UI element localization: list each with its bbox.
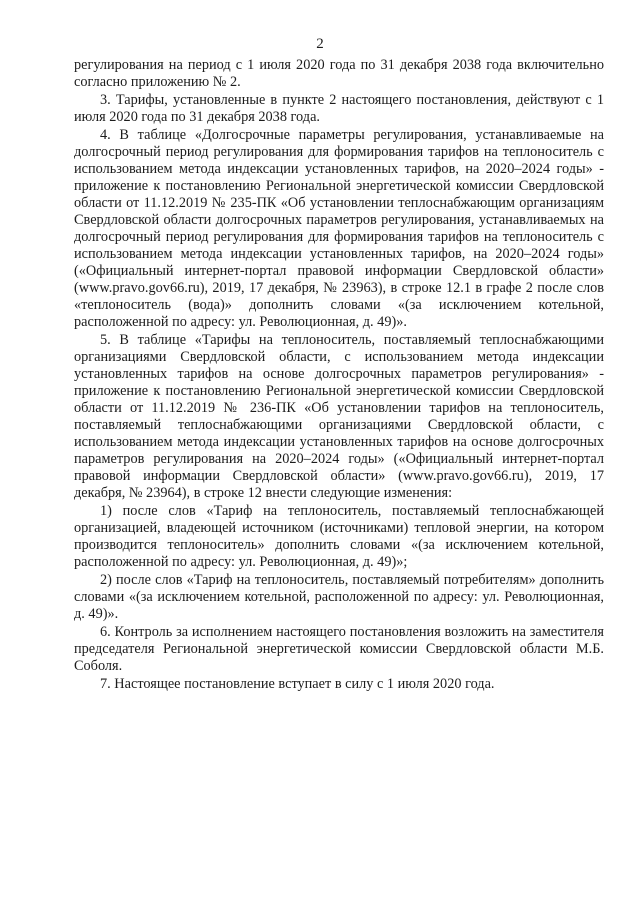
subitem-1: 1) после слов «Тариф на теплоноситель, поставляемый теплоснабжающей организацией, владеющей источником (источниками) тепловой энергии, на котором производится теплоноситель» дополнить словами «(за исключением котельной, расположенной по адресу: ул. Революционная, д. 49)»;	[74, 503, 604, 570]
page-number: 2	[316, 36, 324, 52]
paragraph-item-7: 7. Настоящее постановление вступает в силу с 1 июля 2020 года.	[100, 676, 495, 692]
paragraph-item-3: 3. Тарифы, установленные в пункте 2 настоящего постановления, действуют с 1 июля 2020 года по 31 декабря 2038 года.	[74, 92, 604, 125]
paragraph-continuation: регулирования на период с 1 июля 2020 года по 31 декабря 2038 года включительно согласно приложению № 2.	[74, 57, 604, 90]
paragraph-item-4: 4. В таблице «Долгосрочные параметры регулирования, устанавливаемые на долгосрочный период регулирования для формирования тарифов на теплоноситель с использованием метода индексации установленных тарифов, на 2020–2024 годы» - приложение к постановлению Региональной энергетической комиссии Свердловской области от 11.12.2019 № 235-ПК «Об установлении теплоснабжающим организациям Свердловской области долгосрочных параметров регулирования, устанавливаемых на долгосрочный период регулирования для формирования тарифов на теплоноситель с использованием метода индексации установленных тарифов, на 2020–2024 годы» («Официальный интернет-портал правовой информации Свердловской области» (www.pravo.gov66.ru), 2019, 17 декабря, № 23963), в строке 12.1 в графе 2 после слов «теплоноситель (вода)» дополнить словами «(за исключением котельной, расположенной по адресу: ул. Революционная, д. 49)».	[74, 127, 604, 330]
paragraph-item-6: 6. Контроль за исполнением настоящего постановления возложить на заместителя председателя Региональной энергетической комиссии Свердловской области М.Б. Соболя.	[74, 624, 604, 674]
paragraph-item-5: 5. В таблице «Тарифы на теплоноситель, поставляемый теплоснабжающими организациями Свердловской области, с использованием метода индексации установленных тарифов на основе долгосрочных параметров регулирования» - приложение к постановлению Региональной энергетической комиссии Свердловской области от 11.12.2019 № 236-ПК «Об установлении тарифов на теплоноситель, поставляемый теплоснабжающими организациями Свердловской области, с использованием метода индексации установленных тарифов на основе долгосрочных параметров регулирования на 2020–2024 годы» («Официальный интернет-портал правовой информации Свердловской области» (www.pravo.gov66.ru), 2019, 17 декабря, № 23964), в строке 12 внести следующие изменения:	[74, 332, 604, 501]
subitem-2: 2) после слов «Тариф на теплоноситель, поставляемый потребителям» дополнить словами «(за исключением котельной, расположенной по адресу: ул. Революционная, д. 49)».	[74, 572, 604, 622]
document-body	[74, 57, 604, 693]
